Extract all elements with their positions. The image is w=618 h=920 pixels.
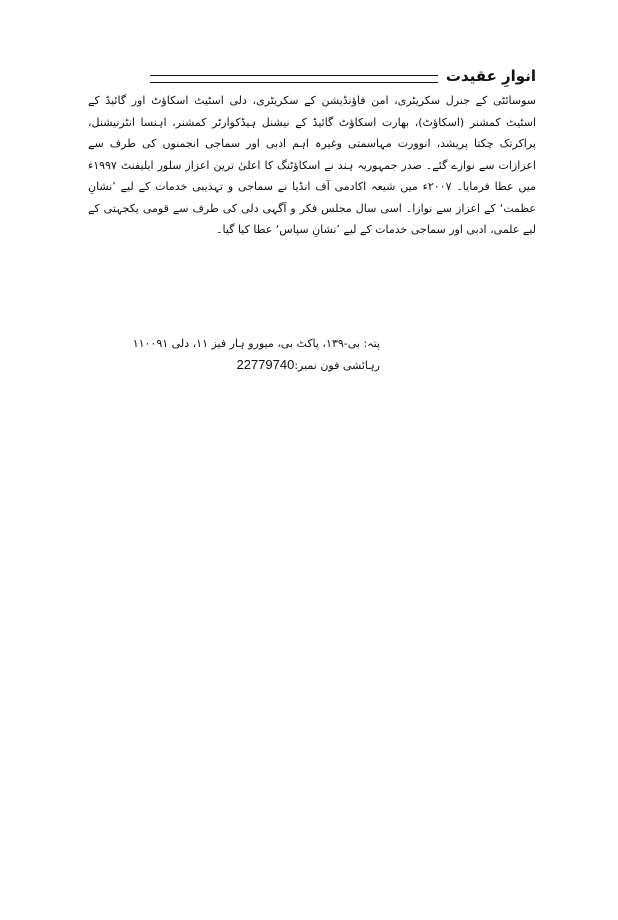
body-paragraph: سوسائٹی کے جنرل سکریٹری، امن فاؤنڈیشن کے سکریٹری، دلی اسٹیٹ اسکاؤٹ اور گائیڈ کے اسٹیٹ کمشنر (اسکاؤٹ)، بھارت اسکاؤٹ گائیڈ کے نیشنل ہیڈکوارٹر کمشنر، اہنسا انٹرنیشنل، پراکرتک چکتا پریشد، انوورت مہاسمتی وغیرہ اہم ادبی اور سماجی انجمنوں کی طرف سے اعزازات سے نوازے گئے۔ صدر جمہوریہ ہند نے اسکاؤٹنگ کا اعلیٰ ترین اعزاز سلور ایلیفنٹ ۱۹۹۷ء میں عطا فرمایا۔ ۲۰۰۷ء میں شیعہ اکادمی آف انڈیا نے سماجی و تہذیبی خدمات کے لیے ’نشانِ عظمت‘ کے اعزاز سے نوازا۔ اسی سال مجلس فکر و آگہی دلی کی طرف سے قومی یکجہتی کے لیے علمی، ادبی اور سماجی خدمات کے لیے ’نشانِ سپاس‘ عطا کیا گیا۔: [88, 94, 536, 236]
section-heading: انوارِ عقیدت: [445, 67, 536, 85]
phone-label: رہائشی فون نمبر:: [294, 359, 380, 372]
phone-number: 22779740: [236, 357, 295, 372]
address-block: [132, 333, 380, 376]
address-line: پتہ: بی-۱۳۹، پاکٹ بی، میورو ہار فیز ۱۱، دلی ۱۱۰۰۹۱: [132, 337, 380, 350]
heading-row: [150, 58, 536, 86]
phone-line: [150, 354, 380, 376]
heading-double-rule: [150, 75, 438, 83]
